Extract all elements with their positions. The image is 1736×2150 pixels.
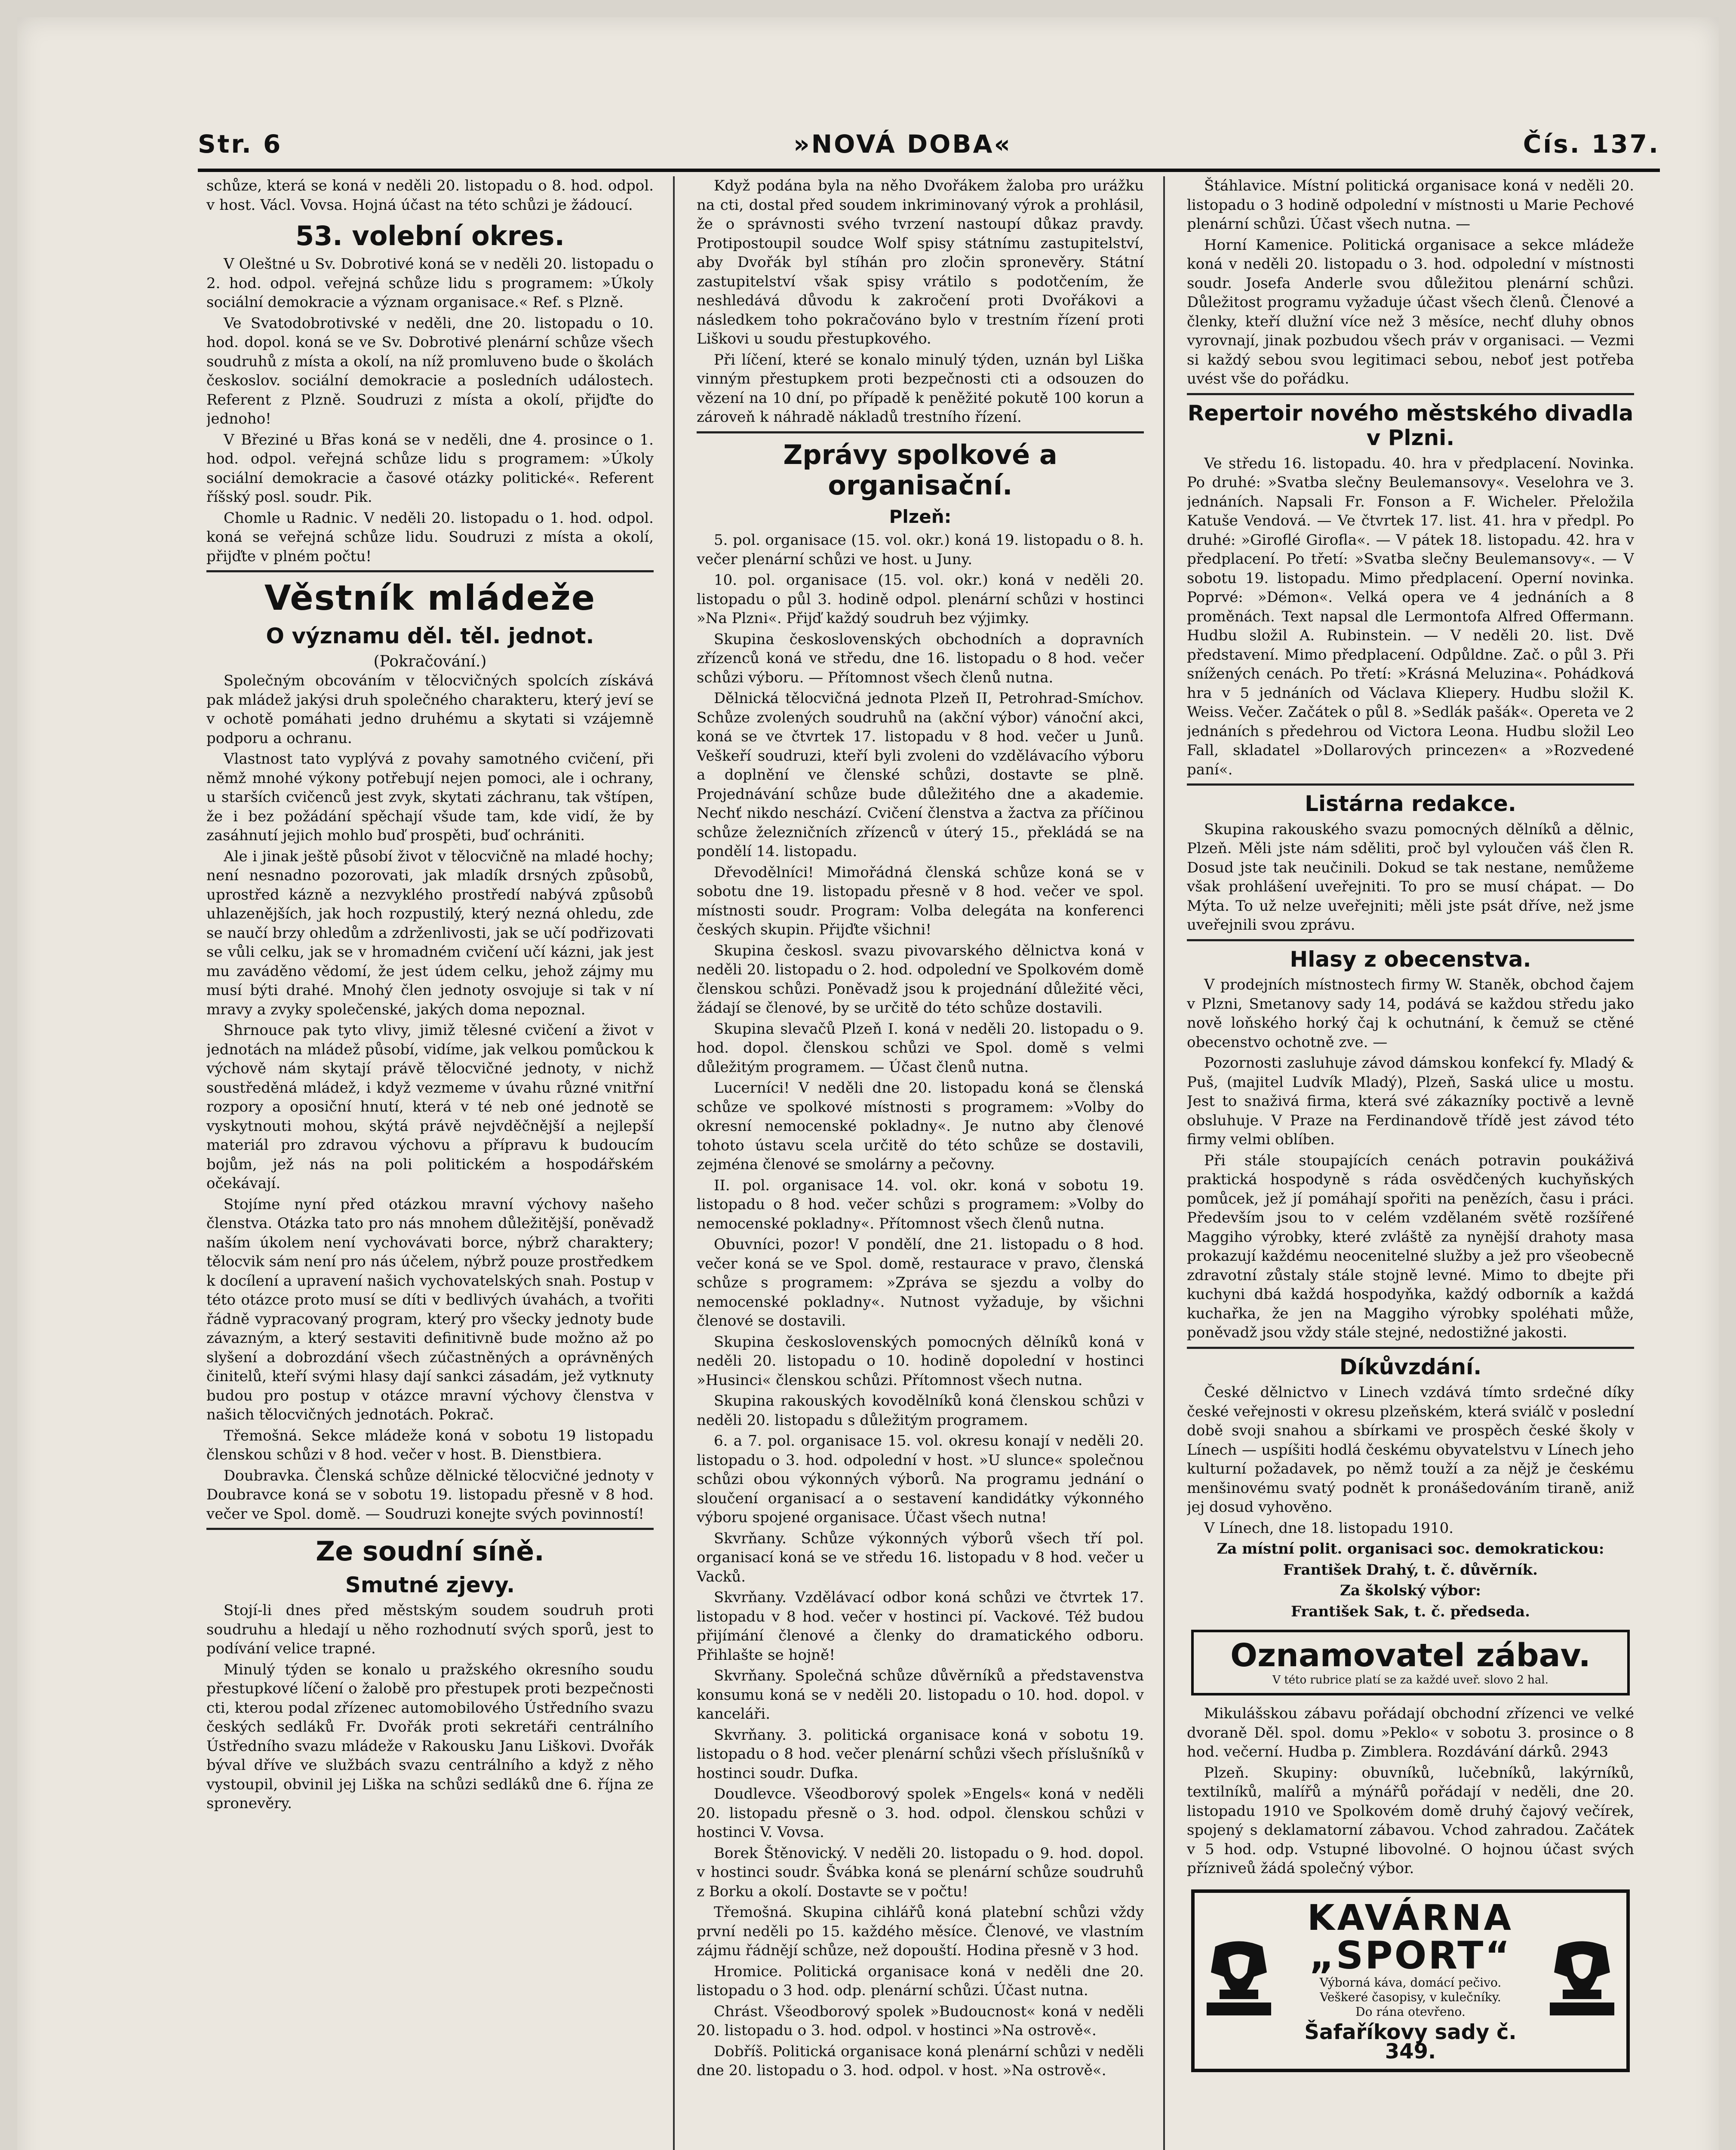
article-paragraph: Třemošná. Skupina cihlářů koná platební schůzi vždy první neděli po 15. každého měsíce. Členové, ve vlastním zájmu řádnějí schůze, než dopouští. Hodina přesně v 3 hod. bbox=[697, 1904, 1144, 1960]
article-paragraph: Třemošná. Sekce mládeže koná v sobotu 19 listopadu členskou schůzi v 8 hod. večer v host. B. Dienstbiera. bbox=[206, 1427, 654, 1464]
article-paragraph: Stojíme nyní před otázkou mravní výchovy našeho členstva. Otázka tato pro nás mnohem důležitější, poněvadž naším úkolem není vychovávati borce, nýbrž charaktery; tělocvik sám není pro nás účelem, nýbrž pouze prostředkem k docílení a upravení našich vychovatelských snah. Postup v této otázce proto musí se díti v bedlivých úvahách, a tvořiti řádně vypracovaný program, který pro všecky jednoty bude závazným, a který sestaviti definitivně bude možno až po slyšení a dobrozdání všech zúčastněných a oprávněných činitelů, kteří svými hlasy dají sankci zásadám, jež vytknuty budou pro postup v otázce mravní výchovy členstva v našich tělocvičných jednotách. Pokrač. bbox=[206, 1195, 654, 1424]
column-3 bbox=[1187, 176, 1634, 2150]
section-heading: Plzeň: bbox=[889, 506, 952, 528]
newspaper-title: »NOVÁ DOBA« bbox=[793, 129, 1012, 159]
section-heading: Díkůvzdání. bbox=[1339, 1354, 1482, 1379]
signature-line: František Sak, t. č. předseda. bbox=[1290, 1603, 1530, 1620]
advert-text bbox=[1284, 1897, 1537, 2064]
article-paragraph: Horní Kamenice. Politická organisace a sekce mládeže koná v neděli 20. listopadu o 3. hod. odpolední v místnosti soudr. Josefa Anderle svou důležitou plenární schůzi. Důležitost programu vyžaduje účast všech členů. Členové a členky, kteří dlužní více než 3 měsíce, nechť dluhy obnos vyrovnají, jinak pozbudou všech práv v organisaci. — Vezmi si každý sebou svou legitimaci sebou, neboť jest potřeba uvést vše do pořádku. bbox=[1187, 236, 1634, 387]
article-paragraph: V Oleštné u Sv. Dobrotivé koná se v neděli 20. listopadu o 2. hod. odpol. veřejná schůze lidu s programem: »Úkoly sociální demokracie a význam organisace.« Ref. s Plzně. bbox=[206, 255, 654, 311]
article-paragraph: Stojí-li dnes před městským soudem soudruh proti soudruhu a hledají u něho rozhodnutí svých sporů, jest to podívání velice trapné. bbox=[206, 1602, 654, 1658]
section-heading: Hlasy z obecenstva. bbox=[1290, 946, 1531, 972]
ads-header-title: Oznamovatel zábav. bbox=[1230, 1637, 1591, 1674]
article-paragraph: V Línech, dne 18. listopadu 1910. bbox=[1204, 1519, 1454, 1537]
article-paragraph: Dělnická tělocvičná jednota Plzeň II, Petrohrad-Smíchov. Schůze zvolených soudruhů na (akční výbor) vánoční akci, koná se ve čtvrtek 17. listopadu v 8 hod. večer u Junů. Veškeří soudruzi, kteří byli zvoleni do vzdělávacího výboru a doplnění ve členské schůzi, dostavte se plně. Projednávání schůze bude důležitého dne a akademie. Nechť nikdo neschází. Cvičení členstva a žactva za příčinou schůze železničních zřízenců v úterý 15., překládá se na pondělí 14. listopadu. bbox=[697, 690, 1144, 860]
coffee-cup-icon bbox=[1546, 1938, 1619, 2024]
article-paragraph: Ale i jinak ještě působí život v tělocvičně na mladé hochy; není nesnadno pozorovati, jak mladík drsných způsobů, uprostřed kázně a nezvyklého prostředí nabývá způsobů uhlazenějších, jak hoch rozpustilý, který nezná ohledu, zde se naučí brzy ohledům a zdrženlivosti, jak se učí podřizovati se vůli celku, jak se v hromadném cvičení učí kázni, jak jest mu zaváděno vědomí, že jest údem celku, jehož zájmy mu musí býti drahé. Mnohý člen jednoty osvojuje si tak v ní mravy a zvyky společenské, jakých doma nepoznal. bbox=[206, 848, 654, 1018]
masthead bbox=[198, 125, 1660, 163]
advert-title: KAVÁRNA bbox=[1307, 1897, 1514, 1938]
article-paragraph: Borek Štěnovický. V neděli 20. listopadu o 9. hod. dopol. v hostinci soudr. Švábka koná se plenární schůze soudruhů z Borku a okolí. Dostavte se v počtu! bbox=[697, 1844, 1144, 1900]
article-paragraph: Skupina rakouského svazu pomocných dělníků a dělnic, Plzeň. Měli jste nám sděliti, proč byl vyloučen váš člen R. Dosud jste tak neučinili. Dokud se tak nestane, nemůžeme však prohlášení uveřejniti. To pro se musí chápat. — Do Mýta. To už nelze uveřejniti; měli jste psát dříve, než jsme uveřejnili svou zprávu. bbox=[1187, 820, 1634, 934]
section-rule bbox=[1187, 1347, 1634, 1349]
section-heading: Zprávy spolkové a organisační. bbox=[783, 439, 1057, 501]
article-paragraph: Skupina rakouských kovodělníků koná členskou schůzi v neděli 20. listopadu s důležitým programem. bbox=[697, 1392, 1144, 1429]
article-paragraph: Plzeň. Skupiny: obuvníků, lučebníků, lakýrníků, textilníků, malířů a mýnářů pořádají v neděli, dne 20. listopadu 1910 ve Spolkovém domě druhý čajový večírek, spojený s deklamatorní zábavou. Vchod zahradou. Začátek v 5 hod. odp. Vstupné libovolné. O hojnou účast svých přízniveů žádá společný výbor. bbox=[1187, 1764, 1634, 1877]
column-2 bbox=[697, 176, 1144, 2150]
article-paragraph: V prodejních místnostech firmy W. Staněk, obchod čajem v Plzni, Smetanovy sady 14, podává se každou středu jako nově loňského horký čaj k ochutnání, k čemuž se ctěné obecenstvo ochotně zve. — bbox=[1187, 976, 1634, 1051]
section-rule bbox=[1187, 939, 1634, 941]
article-paragraph: Doubravka. Členská schůze dělnické tělocvičné jednoty v Doubravce koná se v sobotu 19. listopadu přesně v 8 hod. večer ve Spol. domě. — Soudruzi konejte svých povinností! bbox=[206, 1467, 654, 1523]
article-paragraph: Skupina československých pomocných dělníků koná v neděli 20. listopadu o 10. hodině dopolední v hostinci »Husinci« členskou schůzi. Přítomnost všech nutna. bbox=[697, 1333, 1144, 1389]
signature-line: Za školský výbor: bbox=[1340, 1582, 1481, 1599]
advert-line: Do rána otevřeno. bbox=[1355, 2005, 1466, 2019]
section-rule bbox=[1187, 783, 1634, 786]
kavarna-sport-advert bbox=[1191, 1889, 1630, 2072]
signature-line: Za místní polit. organisaci soc. demokratickou: bbox=[1217, 1540, 1604, 1557]
section-rule bbox=[1187, 393, 1634, 395]
article-paragraph: Dřevodělníci! Mimořádná členská schůze koná se v sobotu dne 19. listopadu přesně v 8 hod. večer ve spol. místnosti soudr. Program: Volba delegáta na konferenci českých skupin. Přijďte všichni! bbox=[697, 863, 1144, 939]
article-paragraph: Skvrňany. Vzdělávací odbor koná schůzi ve čtvrtek 17. listopadu v 8 hod. večer v hostinci pí. Vackové. Též budou přijímání členové a členky do dramatického odboru. Přihlašte se hojně! bbox=[697, 1589, 1144, 1664]
article-paragraph: Mikulášskou zábavu pořádají obchodní zřízenci ve velké dvoraně Děl. spol. domu »Peklo« v sobotu 3. prosince o 8 hod. večerní. Hudba p. Zimblera. Rozdávání dárků. 2943 bbox=[1187, 1705, 1634, 1761]
newspaper-page bbox=[17, 17, 1719, 2150]
section-rule bbox=[697, 431, 1144, 433]
section-heading: 53. volební okres. bbox=[295, 220, 565, 252]
article-paragraph: 6. a 7. pol. organisace 15. vol. okresu konají v neděli 20. listopadu o 3. hod. odpolední v host. »U slunce« společnou schůzi obou výkonných výborů. Na programu jednání o sloučení organisací a o sestavení kandidátky výkonného výboru spojené organisace. Účast všech nutna! bbox=[697, 1432, 1144, 1526]
article-paragraph: 10. pol. organisace (15. vol. okr.) koná v neděli 20. listopadu o půl 3. hodině odpol. plenární schůzi v hostinci »Na Plzni«. Přijď každý soudruh bez výjimky. bbox=[697, 571, 1144, 627]
article-paragraph: Hromice. Politická organisace koná v neděli dne 20. listopadu o 3 hod. odp. plenární schůzi. Účast nutna. bbox=[697, 1963, 1144, 2000]
article-paragraph: Skvrňany. 3. politická organisace koná v sobotu 19. listopadu o 8 hod. večer plenární schůzi všech příslušníků v hostinci soudr. Dufka. bbox=[697, 1726, 1144, 1782]
article-paragraph: Shrnouce pak tyto vlivy, jimiž tělesné cvičení a život v jednotách na mládež působí, vidíme, jak velkou pomůckou k výchově nám skytají právě tělocvičné jednoty, v nichž soustředěná mládež, i když vezmeme v úvahu různé vnitřní rozpory a oposiční hnutí, která v té neb oné jednotě se vyskytnouti mohou, skýtá právě nejvděčnější a nejlepší materiál pro zdravou výchovu a přípravu k budoucím bojům, jež nás na poli politickém a hospodářském očekávají. bbox=[206, 1022, 654, 1192]
ads-header-note: V této rubrice platí se za každé uveř. slovo 2 hal. bbox=[1272, 1674, 1549, 1687]
article-paragraph: Pozornosti zasluhuje závod dámskou konfekcí fy. Mladý & Puš, (majitel Ludvík Mladý), Plzeň, Saská ulice u mostu. Jest to snaživá firma, která své zákazníky poctivě a levně obsluhuje. V Praze na Ferdinandově třídě jest závod této firmy velmi oblíben. bbox=[1187, 1054, 1634, 1148]
ads-header-box bbox=[1191, 1630, 1630, 1695]
article-paragraph: Štáhlavice. Místní politická organisace koná v neděli 20. listopadu o 3 hodině odpolední v místnosti u Marie Pechové plenární schůzi. Účast všech nutna. — bbox=[1187, 177, 1634, 233]
article-paragraph: Dobříš. Politická organisace koná plenární schůzi v neděli dne 20. listopadu o 3. hod. odpol. v host. »Na ostrově«. bbox=[697, 2042, 1144, 2079]
article-paragraph: Chrást. Všeodborový spolek »Budoucnost« koná v neděli 20. listopadu o 3. hod. odpol. v hostinci »Na ostrově«. bbox=[697, 2003, 1144, 2039]
section-heading: Smutné zjevy. bbox=[345, 1572, 515, 1597]
article-paragraph: Doudlevce. Všeodborový spolek »Engels« koná v neděli 20. listopadu přesně o 3. hod. odpol. členskou schůzi v hostinci V. Vovsa. bbox=[697, 1785, 1144, 1841]
column-divider bbox=[673, 176, 675, 2150]
article-paragraph: Ve Svatodobrotivské v neděli, dne 20. listopadu o 10. hod. dopol. koná se ve Sv. Dobrotivé plenární schůze všech soudruhů z místa a okolí, na níž promluveno bude o školách českoslov. sociální demokracie a posledních událostech. Referent z Plzně. Soudruzi z místa a okolí, přijďte do jednoho! bbox=[206, 314, 654, 428]
issue-number: Čís. 137. bbox=[1523, 129, 1660, 159]
column-divider bbox=[1163, 176, 1165, 2150]
article-paragraph: Minulý týden se konalo u pražského okresního soudu přestupkové líčení o žalobě pro přestupek proti bezpečnosti cti, kterou podal zřízenec automobilového Ústředního svazu českých sedláků Fr. Dvořák proti sekretáři centrálního Ústředního svazu mládeže v Rakousku Janu Liškovi. Dvořák býval dříve ve službách svazu centrálního a když z něho vystoupil, obvinil jej Liška na schůzi sedláků dne 6. října ze spronevěry. bbox=[206, 1661, 654, 1812]
signature-line: František Drahý, t. č. důvěrník. bbox=[1283, 1561, 1538, 1579]
continuation-note: (Pokračování.) bbox=[373, 652, 487, 670]
article-paragraph: Skvrňany. Společná schůze důvěrníků a představenstva konsumu koná se v neděli 20. listopadu o 10. hod. dopol. v kanceláři. bbox=[697, 1667, 1144, 1723]
article-paragraph: Chomle u Radnic. V neděli 20. listopadu o 1. hod. odpol. koná se veřejná schůze lidu. Soudruzi z místa a okolí, přijďte v plném počtu! bbox=[206, 509, 654, 565]
coffee-cup-icon bbox=[1202, 1938, 1275, 2024]
section-rule bbox=[206, 1528, 654, 1530]
article-paragraph: V Březiné u Břas koná se v neděli, dne 4. prosince o 1. hod. odpol. veřejná schůze lidu s programem: »Úkoly sociální demokracie a časové otázky politické«. Referent říšský posl. soudr. Pik. bbox=[206, 431, 654, 506]
article-paragraph: Skupina českosl. svazu pivovarského dělnictva koná v neděli 20. listopadu o 2. hod. odpolední ve Spolkovém domě členskou schůzi. Poněvadž jsou k projednání důležité věci, žádají se členové, by se určitě do této schůze dostavili. bbox=[697, 942, 1144, 1017]
article-paragraph: Lucerníci! V neděli dne 20. listopadu koná se členská schůze ve spolkové místnosti s programem: »Volby do okresní nemocenské pokladny«. Je nutno aby členové tohoto ústavu scela určitě do této schůze se dostavili, zejména členové se smolárny a pečovny. bbox=[697, 1079, 1144, 1173]
section-rule bbox=[206, 570, 654, 572]
article-paragraph: Společným obcováním v tělocvičných spolcích získává pak mládež jakýsi druh společného charakteru, který jeví se v ochotě pomáhati jedno druhému a skytati si vzájemně podporu a ochranu. bbox=[206, 672, 654, 747]
advert-line: Výborná káva, domácí pečivo. bbox=[1319, 1975, 1502, 1990]
column-1 bbox=[206, 176, 654, 2150]
article-paragraph: Vlastnost tato vyplývá z povahy samotného cvičení, při němž mnohé výkony potřebují nejen pomoci, ale i ochrany, u starších cvičenců jest zvyk, skytati záchranu, tak vštípen, že i bez požádání spěchají všude tam, kde vidí, že by zasáhnutí jejich mohlo buď prospěti, buď ochrániti. bbox=[206, 750, 654, 845]
article-paragraph: Skupina slevačů Plzeň I. koná v neděli 20. listopadu o 9. hod. dopol. členskou schůzi ve Spol. domě s velmi důležitým programem. — Účast členů nutna. bbox=[697, 1020, 1144, 1076]
article-paragraph: schůze, která se koná v neděli 20. listopadu o 8. hod. odpol. v host. Václ. Vovsa. Hojná účast na této schůzi je žádoucí. bbox=[206, 177, 654, 214]
advert-line: Veškeré časopisy, v kulečníky. bbox=[1320, 1990, 1501, 2005]
section-heading: Listárna redakce. bbox=[1305, 791, 1516, 816]
article-paragraph: Při líčení, které se konalo minulý týden, uznán byl Liška vinným přestupkem proti bezpečnosti cti a odsouzen do vězení na 10 dní, po případě k peněžité pokutě 100 korun a zároveň k náhradě nákladů trestního řízení. bbox=[697, 351, 1144, 426]
advert-address: Šafaříkovy sady č. 349. bbox=[1304, 2020, 1517, 2064]
article-paragraph: Skvrňany. Schůze výkonných výborů všech tří pol. organisací koná se ve středu 16. listopadu v 8 hod. večer u Vacků. bbox=[697, 1530, 1144, 1585]
section-heading: O významu děl. těl. jednot. bbox=[266, 624, 594, 649]
masthead-rule bbox=[198, 169, 1660, 172]
article-paragraph: Obuvníci, pozor! V pondělí, dne 21. listopadu o 8 hod. večer koná se ve Spol. domě, restaurace v pravo, členská schůze s programem: »Zpráva se sjezdu a volby do nemocenské pokladny«. Nutnost vyžaduje, by všichni členové se dostavili. bbox=[697, 1236, 1144, 1330]
page-number: Str. 6 bbox=[198, 129, 283, 159]
section-heading: Repertoir nového městského divadla v Plzni. bbox=[1187, 400, 1634, 450]
article-paragraph: II. pol. organisace 14. vol. okr. koná v sobotu 19. listopadu o 8 hod. večer schůzi s programem: »Volby do nemocenské pokladny«. Přítomnost všech členů nutna. bbox=[697, 1176, 1144, 1232]
article-paragraph: 5. pol. organisace (15. vol. okr.) koná 19. listopadu o 8. h. večer plenární schůzi ve host. u Juny. bbox=[697, 531, 1144, 568]
section-heading: Ze soudní síně. bbox=[316, 1536, 544, 1567]
article-paragraph: Skupina československých obchodních a dopravních zřízenců koná ve středu, dne 16. listopadu o 8 hod. večer schůzi výboru. — Přítomnost všech členů nutna. bbox=[697, 630, 1144, 686]
article-paragraph: Ve středu 16. listopadu. 40. hra v předplacení. Novinka. Po druhé: »Svatba slečny Beulemansovy«. Veselohra ve 3. jednáních. Napsali Fr. Fonson a F. Wicheler. Přeložila Katuše Vendová. — Ve čtvrtek 17. list. 41. hra v předpl. Po druhé: »Giroflé Girofla«. — V pátek 18. listopadu. 42. hra v předplacení. Po třetí: »Svatba slečny Beulemansovy«. — V sobotu 19. listopadu. Mimo předplacení. Operní novinka. Poprvé: »Démon«. Velká opera ve 4 jednáních a 8 proměnách. Text napsal dle Lermontofa Alfred Offermann. Hudbu složil A. Rubinstein. — V neděli 20. list. Dvě představení. Mimo předplacení. Odpůldne. Zač. o půl 3. Při snížených cenách. Po třetí: »Krásná Meluzina«. Pohádková hra v 5 jednáních od Václava Kliepery. Hudbu složil K. Weiss. Večer. Začátek o půl 8. »Sedlák pašák«. Opereta ve 2 jednáních s předehrou od Victora Leona. Hudbu složil Leo Fall, skladatel »Dollarových princezen« a »Rozvedené paní«. bbox=[1187, 455, 1634, 778]
article-paragraph: České dělnictvo v Linech vzdává tímto srdečné díky české veřejnosti v okresu plzeňském, která sviálč v poslední době svoji snahou a sbírkami ve prospěch české školy v Línech — uspíšiti hodlá českému obyvatelstvu v Línech jeho kulturní požadavek, po němž touží a za nějž je českému menšinovému svatý podnět k pronášedováním tiraně, aniž jej dosud vyhověno. bbox=[1187, 1384, 1634, 1516]
advert-name: „SPORT“ bbox=[1309, 1933, 1512, 1978]
section-heading: Věstník mládeže bbox=[264, 578, 596, 618]
article-paragraph: Když podána byla na něho Dvořákem žaloba pro urážku na cti, dostal před soudem inkriminovaný výrok a prohlásil, že o správnosti svého tvrzení nastoupí důkaz pravdy. Protipostoupil soudce Wolf spisy státnímu zastupitelství, aby Dvořák byl stíhán pro zločin spronevěry. Státní zastupitelství však spisy vrátilo s podotčením, že neshledává důvodu k zakročení proti Dvořákovi a následkem toho pokračováno bylo v trestním řízení proti Liškovi u soudu přestupkového. bbox=[697, 177, 1144, 347]
article-paragraph: Při stále stoupajících cenách potravin poukáživá praktická hospodyně s ráda osvědčených kuchyňských pomůcek, jež jí pomáhají spořiti na penězích, času i práci. Především jsou to v celém vzdělaném světě rozšířené Maggiho výrobky, které zvláště za nynější drahoty masa prokazují každému neocenitelné služby a jež pro všeobecně zdravotní zůstaly stále stojně levné. Mimo to dbejte při kuchyni dbá každá hospodyňka, každý odborník a každá kuchařka, že jen na Maggiho výrobky spoléhati může, poněvadž jsou vždy stále stejné, nedostižné jakosti. bbox=[1187, 1152, 1634, 1341]
